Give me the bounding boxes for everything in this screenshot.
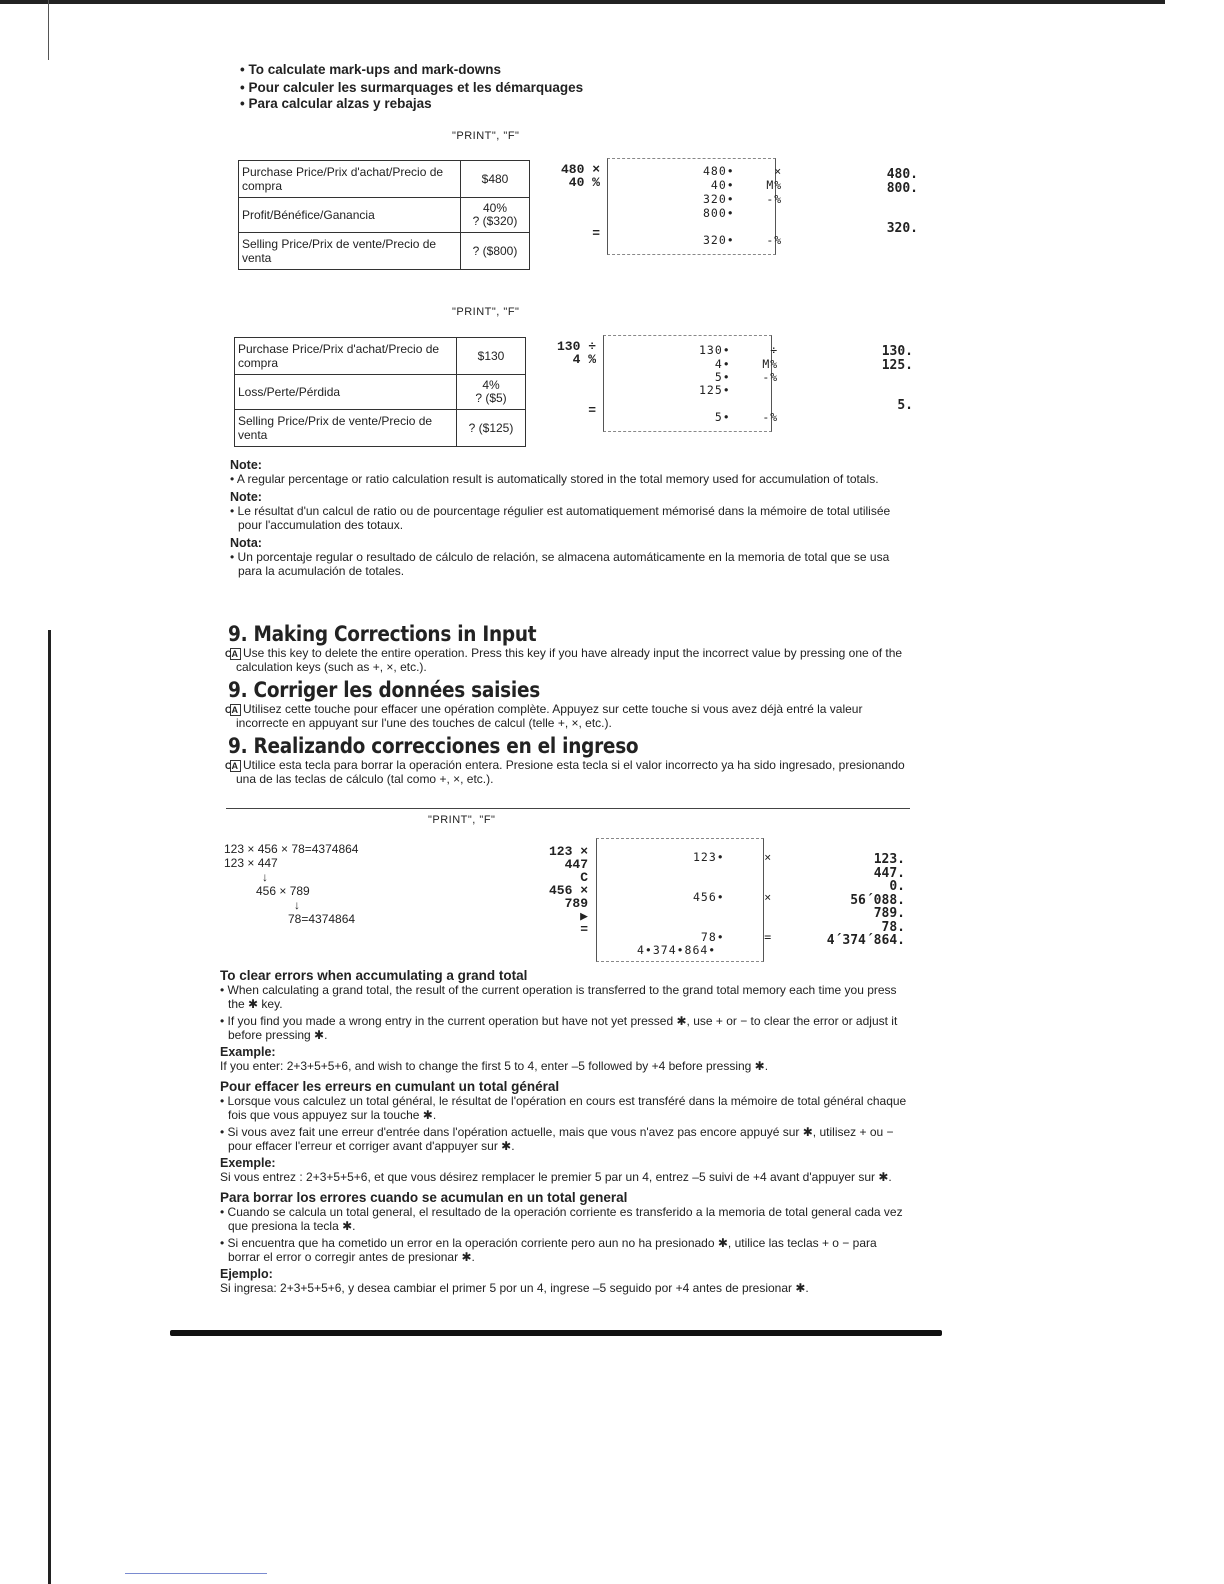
table-row [239, 233, 530, 270]
key-sequence: 480 × 40 % = [560, 162, 600, 241]
table-row [235, 338, 526, 375]
markdown-table [234, 337, 526, 447]
table-row [239, 198, 530, 233]
display-readout: 130. 125. 5. [881, 344, 913, 413]
subheading-en: To clear errors when accumulating a grand total [220, 968, 528, 983]
table-value: ? ($800) [461, 233, 530, 270]
section-title: 9. Making Corrections in Input [228, 622, 537, 646]
printout-tape: 480• × 40• M% 320• -% 800• 320• -% [607, 158, 776, 255]
table-row [235, 375, 526, 410]
table-label: Purchase Price/Prix d'achat/Precio de compra [239, 161, 461, 198]
mode-label: "PRINT", "F" [452, 306, 520, 318]
mode-label: "PRINT", "F" [452, 130, 520, 142]
printout-tape: 130• ÷ 4• M% 5• -% 125• 5• -% [603, 335, 772, 432]
key-sequence: 123 × 447 C 456 × 789 ▶ = [548, 844, 588, 937]
scan-left-edge-top [48, 0, 49, 60]
heading-markups-en: • To calculate mark-ups and mark-downs [240, 62, 502, 77]
ca-key-icon: CA [230, 704, 241, 716]
section-title: 9. Corriger les données saisies [228, 678, 540, 702]
table-value: ? ($125) [457, 410, 526, 447]
footer-rule [170, 1330, 942, 1336]
ca-key-icon: CA [230, 648, 241, 660]
scan-top-edge [0, 0, 1165, 4]
table-value: 40% ? ($320) [461, 198, 530, 233]
ca-key-icon: CA [230, 760, 241, 772]
section-title: 9. Realizando correcciones en el ingreso [228, 734, 639, 758]
table-label: Purchase Price/Prix d'achat/Precio de compra [235, 338, 457, 375]
correction-example-steps: 123 × 456 × 78=4374864 123 × 447 ↓ 456 × 789 ↓ 78=4374864 [224, 842, 359, 926]
heading-markups-es: • Para calcular alzas y rebajas [240, 96, 432, 111]
subheading-es: Para borrar los errores cuando se acumulan en un total general [220, 1190, 628, 1205]
table-row [235, 410, 526, 447]
table-label: Loss/Perte/Pérdida [235, 375, 457, 410]
table-label: Selling Price/Prix de vente/Precio de venta [239, 233, 461, 270]
printout-tape: 123• × 456• × 78• = 4•374•864• [596, 838, 764, 962]
table-label: Profit/Bénéfice/Ganancia [239, 198, 461, 233]
mode-label: "PRINT", "F" [428, 814, 496, 826]
section-corrections: 9. Making Corrections in Input CA Use this key to delete the entire operation. Press this key if you have already input the incorrect value by pressing one of the calculation keys (such as +, ×, etc.). 9. Corriger les données saisies CA Utilisez cette touche pour effacer une opération complète. Appuyez sur cette touche si vous avez déjà entré la valeur incorrecte en appuyant sur l'une des touches de calcul (telle +, ×, etc.). 9. Realizando correcciones en el ingreso CA Utilice esta tecla para borrar la operación entera. Presione esta tecla si el valor incorrecto ya ha sido ingresado, presionando una de las teclas de cálculo (tal como +, ×, etc.). [225, 622, 905, 786]
heading-markups-fr: • Pour calculer les surmarquages et les démarquages [240, 80, 584, 95]
notes-block: Note: • A regular percentage or ratio calculation result is automatically stored in the total memory used for accumulation of totals. Note: • Le résultat d'un calcul de ratio ou de pourcentage régulier est automatiquement mémorisé dans la mémoire de total utilisée pour l'accumulation des totaux. Nota: • Un porcentaje regular o resultado de cálculo de relación, se almacena automáticamente en la memoria de total que se usa para la acumulación de totales. [230, 458, 891, 578]
markup-table [238, 160, 530, 270]
table-value: $480 [461, 161, 530, 198]
table-label: Selling Price/Prix de vente/Precio de venta [235, 410, 457, 447]
footer-link-line [125, 1573, 267, 1574]
display-readout: 123. 447. 0. 56´088. 789. 78. 4´374´864. [826, 852, 905, 948]
scan-left-edge [48, 630, 51, 1584]
table-value: 4% ? ($5) [457, 375, 526, 410]
table-row [239, 161, 530, 198]
divider [226, 808, 910, 809]
display-readout: 480. 800. 320. [886, 167, 918, 236]
key-sequence: 130 ÷ 4 % = [556, 339, 596, 418]
grand-total-block: To clear errors when accumulating a grand total • When calculating a grand total, the result of the current operation is transferred to the grand total memory each time you press the ✱ key. • If you find you made a wrong entry in the current operation but have not yet pressed ✱, use + or − to clear the error or adjust it before pressing ✱. Example: If you enter: 2+3+5+5+6, and wish to change the first 5 to 4, enter –5 followed by +4 before pressing ✱. Pour effacer les erreurs en cumulant un total général • Lorsque vous calculez un total général, le résultat de l'opération en cours est transféré dans la mémoire de total général chaque fois que vous appuyez sur la touche ✱. • Si vous avez fait une erreur d'entrée dans l'opération actuelle, mais que vous n'avez pas encore appuyé sur ✱, utilisez + ou − pour effacer l'erreur et corriger avant d'appuyer sur ✱. Exemple: Si vous entrez : 2+3+5+5+6, et que vous désirez remplacer le premier 5 par un 4, entrez –5 suivi de +4 avant d'appuyer sur ✱. Para borrar los errores cuando se acumulan en un total general • Cuando se calcula un total general, el resultado de la operación corriente es transferido a la memoria de total general cada vez que presiona la tecla ✱. • Si encuentra que ha cometido un error en la operación corriente pero aun no ha presionado ✱, utilice las teclas + o − para borrar el error o corregir antes de presionar ✱. Ejemplo: Si ingresa: 2+3+5+5+6, y desea cambiar el primer 5 por un 4, ingrese –5 seguido por +4 antes de presionar ✱. [220, 968, 910, 1295]
subheading-fr: Pour effacer les erreurs en cumulant un total général [220, 1079, 560, 1094]
table-value: $130 [457, 338, 526, 375]
